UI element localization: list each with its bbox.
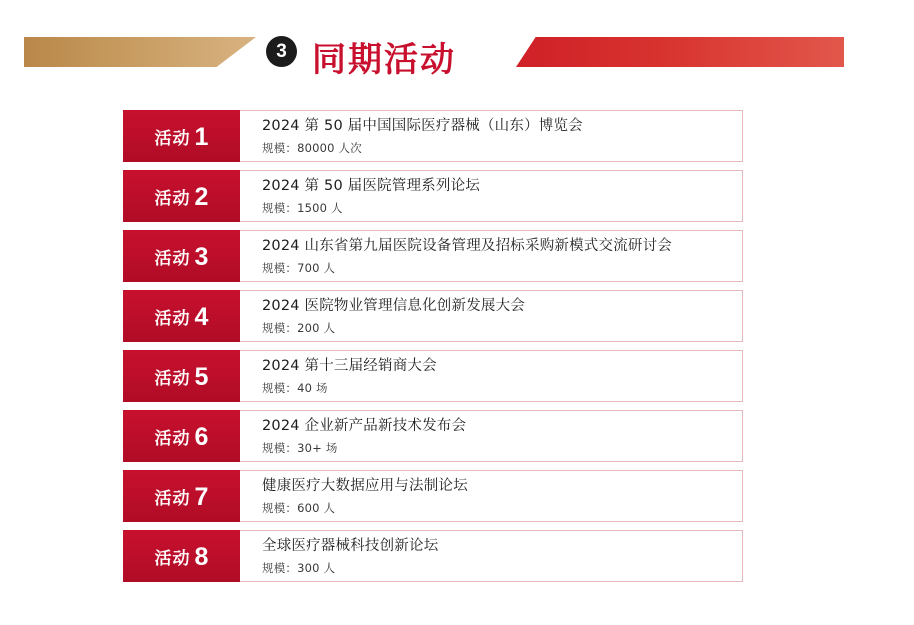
activity-body xyxy=(240,290,743,342)
list-item[interactable] xyxy=(123,110,743,162)
activity-tag-number: 4 xyxy=(194,302,209,331)
activity-scale: 规模：80000 人次 xyxy=(262,140,362,155)
activity-tag-number: 7 xyxy=(194,482,209,511)
activity-body xyxy=(240,230,743,282)
header-right-decorative-bar xyxy=(516,37,844,67)
activity-tag-label: 活动 xyxy=(154,308,191,329)
activity-body xyxy=(240,110,743,162)
header-left-decorative-bar xyxy=(24,37,256,67)
list-item[interactable] xyxy=(123,230,743,282)
activity-tag-number: 6 xyxy=(194,422,209,451)
activity-scale: 规模：200 人 xyxy=(262,320,336,335)
activity-tag-label: 活动 xyxy=(154,248,191,269)
activity-scale: 规模：600 人 xyxy=(262,500,336,515)
activity-title: 健康医疗大数据应用与法制论坛 xyxy=(262,478,468,494)
activity-scale: 规模：1500 人 xyxy=(262,200,343,215)
activity-tag-number: 1 xyxy=(194,122,209,151)
activity-title: 全球医疗器械科技创新论坛 xyxy=(262,538,439,554)
activity-body xyxy=(240,470,743,522)
activity-tag-number: 3 xyxy=(194,242,209,271)
list-item[interactable] xyxy=(123,470,743,522)
activity-tag-label: 活动 xyxy=(154,188,191,209)
activity-tag xyxy=(123,530,240,582)
activity-list xyxy=(123,110,743,590)
activity-scale: 规模：300 人 xyxy=(262,560,336,575)
activity-title: 2024 第十三届经销商大会 xyxy=(262,358,437,374)
list-item[interactable] xyxy=(123,170,743,222)
activity-tag xyxy=(123,290,240,342)
section-header xyxy=(0,28,914,80)
activity-scale: 规模：700 人 xyxy=(262,260,336,275)
list-item[interactable] xyxy=(123,410,743,462)
activity-tag xyxy=(123,170,240,222)
activity-body xyxy=(240,170,743,222)
section-number-badge: 3 xyxy=(266,36,297,67)
activity-body xyxy=(240,410,743,462)
activity-tag-number: 5 xyxy=(194,362,209,391)
activity-tag-label: 活动 xyxy=(154,368,191,389)
list-item[interactable] xyxy=(123,350,743,402)
activity-title: 2024 山东省第九届医院设备管理及招标采购新模式交流研讨会 xyxy=(262,238,673,254)
activity-tag-label: 活动 xyxy=(154,548,191,569)
activity-tag-label: 活动 xyxy=(154,128,191,149)
list-item[interactable] xyxy=(123,530,743,582)
activity-title: 2024 企业新产品新技术发布会 xyxy=(262,418,467,434)
activity-scale: 规模：30+ 场 xyxy=(262,440,338,455)
activity-title: 2024 第 50 届中国国际医疗器械（山东）博览会 xyxy=(262,118,583,134)
activity-tag-number: 8 xyxy=(194,542,209,571)
activity-tag xyxy=(123,410,240,462)
activity-body xyxy=(240,350,743,402)
activity-scale: 规模：40 场 xyxy=(262,380,328,395)
activity-tag xyxy=(123,230,240,282)
activity-tag-number: 2 xyxy=(194,182,209,211)
activity-title: 2024 医院物业管理信息化创新发展大会 xyxy=(262,298,526,314)
activity-tag xyxy=(123,110,240,162)
activity-tag-label: 活动 xyxy=(154,428,191,449)
page-title: 同期活动 xyxy=(312,40,456,80)
activity-tag xyxy=(123,350,240,402)
activity-tag xyxy=(123,470,240,522)
activity-body xyxy=(240,530,743,582)
activity-tag-label: 活动 xyxy=(154,488,191,509)
activity-title: 2024 第 50 届医院管理系列论坛 xyxy=(262,178,480,194)
list-item[interactable] xyxy=(123,290,743,342)
